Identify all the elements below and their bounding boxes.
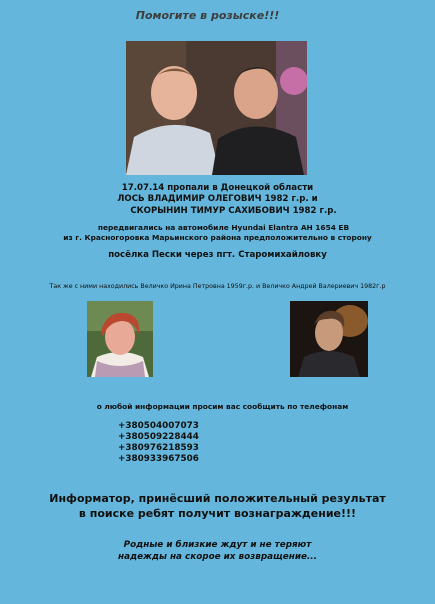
portrait-woman [87, 301, 153, 377]
poster-header: Помогите в розыске!!! [135, 9, 280, 22]
portrait-man [290, 301, 368, 377]
group-photo-two-men [126, 41, 307, 175]
missing-date-line: 17.07.14 пропали в Донецкой области [121, 183, 314, 193]
phone-number[interactable]: +380504007073 [118, 421, 199, 431]
destination-line: посёлка Пески через пгт. Старомихайловку [108, 250, 327, 260]
phone-number[interactable]: +380509228444 [118, 432, 199, 442]
reward-line-2: в поиске ребят получит вознаграждение!!! [78, 507, 357, 520]
reward-line-1: Информатор, принёсший положительный результат [49, 492, 386, 505]
contact-prompt: о любой информации просим вас сообщить по телефонам [96, 402, 349, 411]
closing-line-2: надежды на скорое их возвращение... [118, 552, 317, 562]
route-line: из г. Красногоровка Марьинского района предположительно в сторону [63, 233, 372, 242]
vehicle-line: передвигались на автомобиле Hyundai Elantra АН 1654 ЕВ [97, 223, 350, 232]
phone-number[interactable]: +380933967506 [118, 454, 199, 464]
companions-line: Так же с ними находились Величко Ирина Петровна 1959г.р. и Величко Андрей Валериевич 1982г.р [49, 283, 386, 290]
missing-person-1: ЛОСЬ ВЛАДИМИР ОЛЕГОВИЧ 1982 г.р. и [117, 194, 318, 204]
closing-line-1: Родные и близкие ждут и не теряют [123, 540, 312, 550]
missing-person-2: СКОРЫНИН ТИМУР САХИБОВИЧ 1982 г.р. [130, 206, 337, 216]
phone-list [118, 421, 199, 465]
phone-number[interactable]: +380976218593 [118, 443, 199, 453]
